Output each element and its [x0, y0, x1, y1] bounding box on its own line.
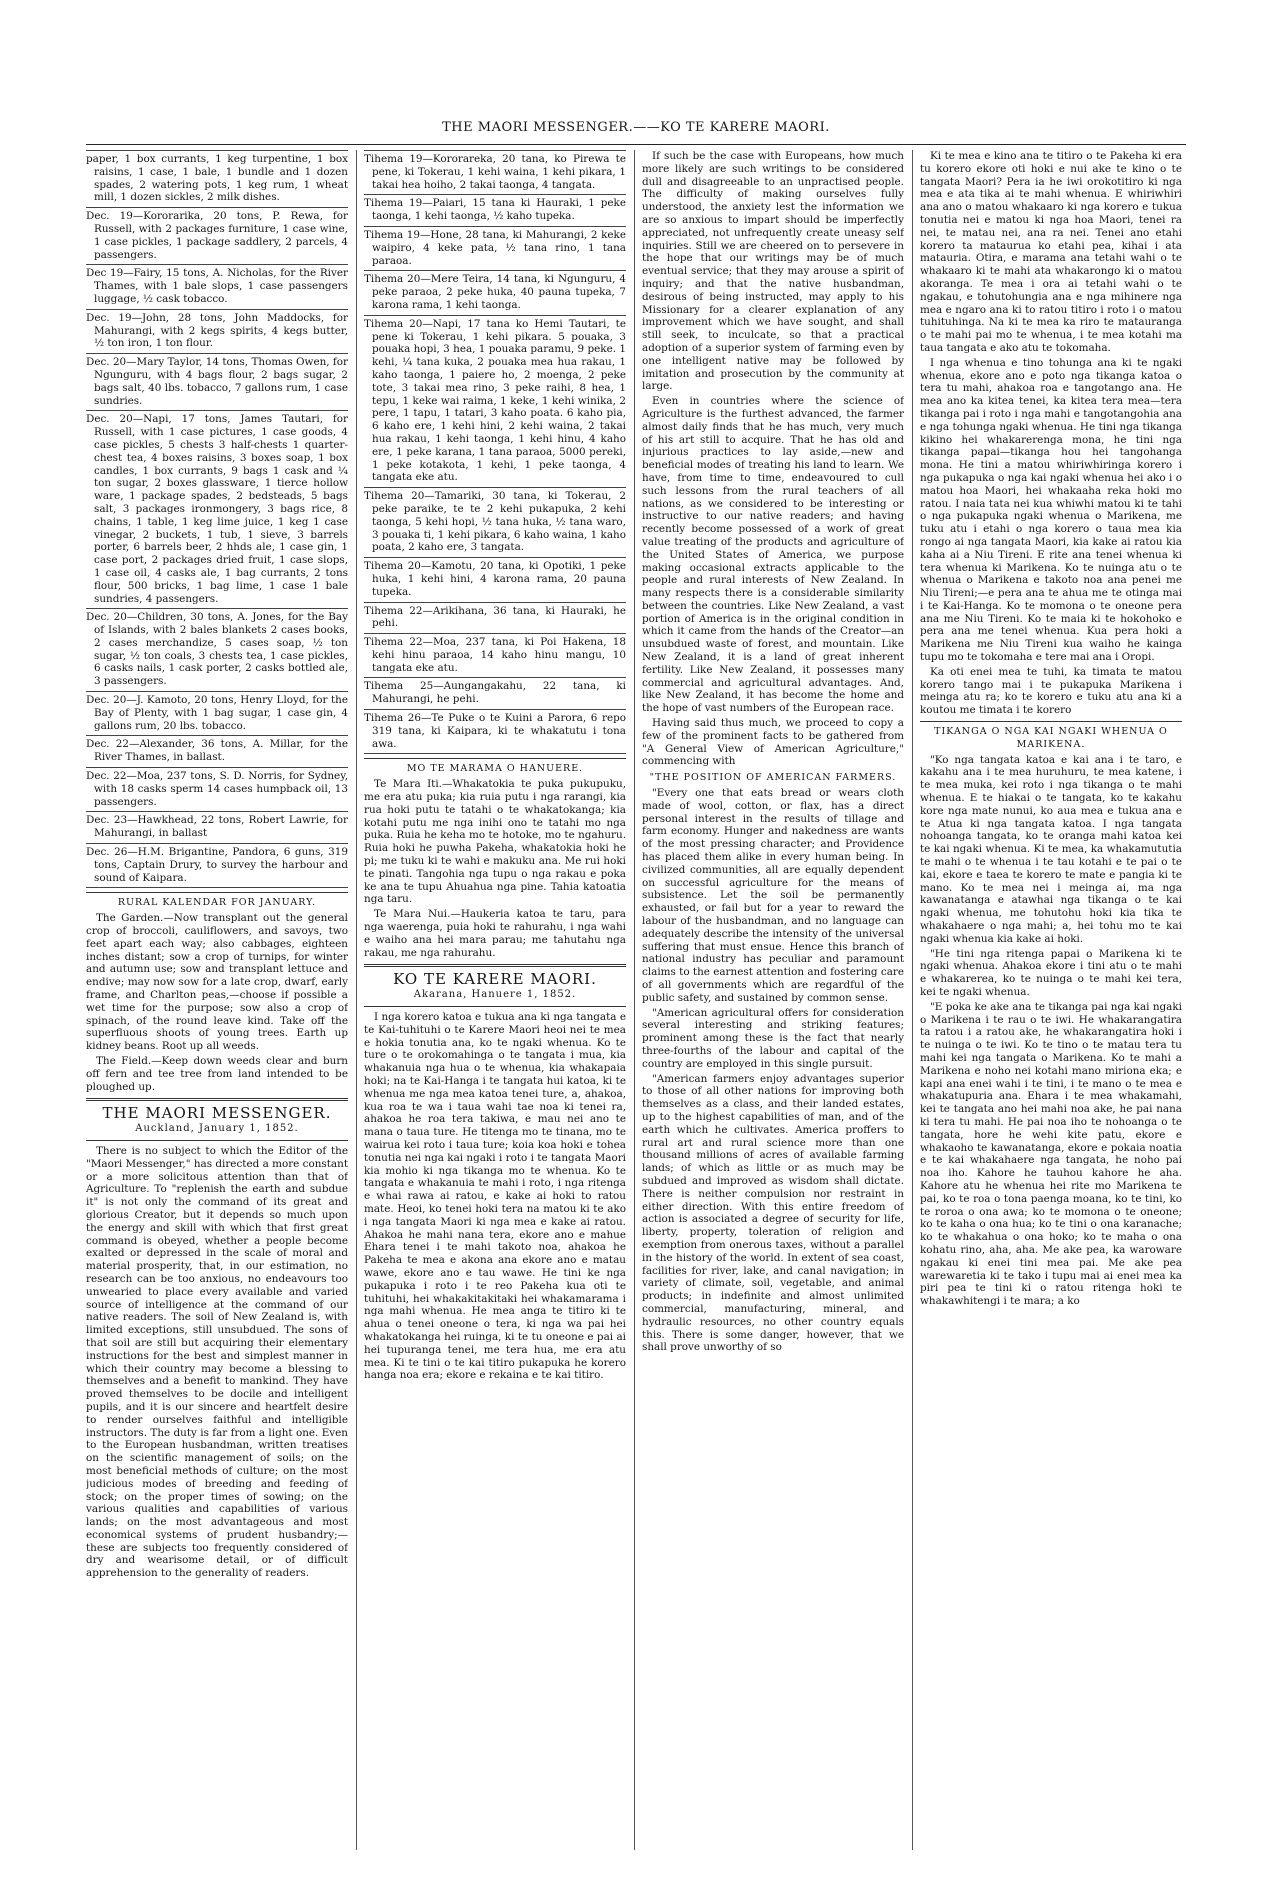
shipping-entry: Dec. 22—Moa, 237 tons, S. D. Norris, for Sydney, with 18 casks sperm 14 cases humpback oil, 13 passengers. — [86, 768, 348, 812]
maori-quote-paragraph: "E poka ke ake ana te tikanga pai nga kai ngaki o Marikena i te rau o te iwi. He whakarangatira ta ratou i a ratou ake, he whakarangatira hoki i te nuinga o te iwi. Ko te tino o te matau tera tu mahi kei nga tangata o Marikena. Ko te mahi a Marikena e noho nei kotahi mano miriona eka; e kapi ana enei wahi i te tini, i te mano o te mea e whakatupuria ana. Ehara i te mea whakamahi, kei te tangata ano hei mahi noa ake, he pai nana ki tera tu mahi. He pai noa iho te nohoanga o te tangata, hore he wehi kite patu, ekore e whakaoho te kawanatanga, ekore e pokaia noatia e te kai whakahaere nga tangata, he noho pai noa iho. Kahore he tauhou kahore he aha. Kahore atu he whenua hei rite mo Marikena te pai, ko te roa o tona paenga moana, ko te tini, ko te roroa o ona awa; ko te momona o te oneone; ko te kaha o ona hua; ko te tini o ona karanache; ko te whakahua o ona hoko; ko te maha o ona kohatu rino, aha, aha. Me ake pea, ka waroware ngakau ki enei tini mea pai. Me ake pea warewaretia ki te tako i tupu mai ai enei mea ka piri pea te tini ki o ratou ritenga hoki te whakawhitengi i te mara; a ko — [920, 1000, 1182, 1308]
quote-paragraph: "American agricultural offers for consideration several interesting and striking features; prominent among these is the fact that nearly three-fourths of the labour and capital of the country are employed in this single pursuit. — [642, 1006, 904, 1070]
header-rule — [86, 144, 1186, 145]
shipping-entry: paper, 1 box currants, 1 keg turpentine, 1 box raisins, 1 case, 1 bale, 1 bundle and 1 dozen spades, 2 watering pots, 1 keg rum, 1 wheat mill, 1 dozen sickles, 2 milk dishes. — [86, 150, 348, 208]
mara-iti-paragraph: Te Mara Iti.—Whakatokia te puka pukupuku, me era atu puka; kia ruia putu i nga rarangi, kia rua hoki putu te tatahi o te whakatokanga; kia kotahi putu me nga inihi ono te tatahi mo nga puka. Ruia he keha mo te hotoke, mo te ngahuru. Ruia hoki he puwha Pakeha, whakatokia hoki he pi; me tuku ki te wahi e makuku ana. Me rui hoki te pinati. Tangohia nga tupu o nga rakau e poka ke ana te tupu Ahuahua nga pine. Tahia katoatia nga taru. — [364, 778, 626, 906]
divider — [920, 721, 1182, 722]
shipping-entry-maori: Tihema 25—Aungangakahu, 22 tana, ki Mahurangi, he pehi. — [364, 678, 626, 710]
divider — [86, 1098, 348, 1101]
maori-paragraph: Ki te mea e kino ana te titiro o te Pakeha ki era tu korero ekore oti hoki e nui ake te kino o te tangata Maori? Pera ia he iwi orokotitiro ki nga mea e ata tika ai te mahi whenua. E whiriwhiri ana ano o matou whakaaro ki nga korero e tukua tonutia nei e matou ki nga hoa Maori, tenei ra nei, te matau nei, ana ra nei. Tenei ano etahi korero ta mataurua ko etahi pea, kihai i ata matauria. Otira, e marama ana tetahi wahi o te whakaaro ki te mahi ata whakarongo ki o matou akoranga. Te mea i ora ai tetahi wahi o te ngakau, e tohutohungia ana e nga mihinere nga mea e ngaro ana ki to ratou titiro i roto i o matou tuhituhinga. Na ki te mea ka riro te matauranga o te mahi pai mo te whenua, i te mea kotahi ma taua tangata e ako atu te tokomaha. — [920, 150, 1182, 354]
column-1 — [86, 150, 348, 1850]
shipping-entry: Dec. 22—Alexander, 36 tons, A. Millar, for the River Thames, in ballast. — [86, 736, 348, 768]
editorial-paragraph: There is no subject to which the Editor of the "Maori Messenger," has directed a more constant or a more solicitous attention than that of Agriculture. To "replenish the earth and subdue it" is not only the command of its great and glorious Creator, but it depends so much upon the energy and skill with which that first great command is obeyed, whether a people become exalted or depressed in the scale of moral and material prosperity, that, in our estimation, no research can be too anxious, no endeavours too unwearied to place every available and varied source of intelligence at the command of our native readers. The soil of New Zealand is, with limited exceptions, still unsubdued. The sons of that soil are still but acquiring their elementary instructions for the best and simplest manner in which their country may become a blessing to themselves and a benefit to mankind. They have proved themselves to be docile and intelligent pupils, and it is our sincere and heartfelt desire to render ourselves faithful and intelligible instructors. The duty is far from a light one. Even to the European husbandman, written treatises on the scientific management of soils; on the most beneficial methods of culture; on the most judicious modes of breeding and feeding of stock; on the proper times of sowing; on the various qualities and capabilities of various lands; on the most advantageous and most economical systems of prudent husbandry;—these are subjects too frequently considered of dry and wearisome detail, or of difficult apprehension to the generality of readers. — [86, 1144, 348, 1580]
mara-nui-paragraph: Te Mara Nui.—Haukeria katoa te taru, para nga waerenga, puia hoki te rahurahu, i nga wahi e waiho ana hei mara parau; me tahutahu nga rakau, me nga rahurahu. — [364, 908, 626, 959]
column-rule — [634, 150, 635, 1850]
shipping-entry-maori: Tihema 20—Napi, 17 tana ko Hemi Tautari, te pene ki Tokerau, 1 kehi pikara. 5 pouaka, 3 pouaka hopi, 3 hea, 1 pouaka paramu, 9 peke. 1 kehi, ¼ tana kuka, 2 pouaka mea hua rakau, 1 kaho taonga, 1 paiere ho, 2 moenga, 2 peke tote, 3 takai mea rino, 3 peke raihi, 8 hea, 1 tepu, 1 keke wai raima, 1 keke, 1 kehi winika, 2 pere, 1 tapu, 1 tatari, 3 kaho poata. 6 kaho pia, 6 kaho ere, 1 kehi hini, 2 kehi waina, 2 takai hua rakau, 1 kehi taonga, 1 kehi hinu, 4 kaho ere, 1 peke karana, 1 tana paraoa, 5000 pereki, 1 peke kotakota, 1 kehi, 1 peke taonga, 4 tangata eke atu. — [364, 316, 626, 488]
quote-paragraph: "Every one that eats bread or wears cloth made of wool, cotton, or flax, has a direct personal interest in the results of tillage and farm economy. Hunger and nakedness are wants of the most pressing character; and Providence has placed them alike in every human being. In civilized communities, all are equally dependent on successful agriculture for the means of subsistence. Let the soil be permanently exhausted, or fail but for a year to reward the labour of the husbandman, and no language can adequately describe the intensity of the universal suffering that must ensue. Hence this branch of national industry has peculiar and paramount claims to the earnest attention and fostering care of all governments which are regardful of the public safety, and sustained by common sense. — [642, 787, 904, 1004]
maori-quote-paragraph: "Ko nga tangata katoa e kai ana i te taro, e kakahu ana i te mea huruhuru, te mea katene, i te mea muka, kei roto i nga tikanga o te mahi whenua. E te hiakai o te tangata, ko te kakahu kore nga mate nunui, ko aua mea e tukua ana e te Atua ki nga tangata katoa. I nga tangata nohoanga tangata, ko te oranga mahi katoa kei te kai ngaki whenua. Ki te mea, ka whakamututia te mahi o te whenua i te tau kotahi e te pai o te kai, ekore e taea te korero te mate e pangia ki te mano. Ko te mea nei i meinga ai, ma nga kawanatanga e atawhai nga tikanga o te kai ngaki whenua, me tohutohu hoki kia tika te whakahaere o nga mahi; a, hei tohu mo te kai ngaki whenua kia kake ai hoki. — [920, 753, 1182, 945]
shipping-entry-maori: Tihema 26—Te Puke o te Kuini a Parora, 6 repo 319 tana, ki Kaipara, ki te whakatutu i tona awa. — [364, 710, 626, 754]
dateline-maori: Akarana, Hanuere 1, 1852. — [413, 989, 577, 1001]
shipping-entry: Dec. 19—John, 28 tons, John Maddocks, for Mahurangi, with 2 kegs spirits, 4 kegs butter, ½ ton iron, 1 ton flour. — [86, 310, 348, 354]
divider — [364, 758, 626, 759]
shipping-entry-maori: Tihema 20—Kamotu, 20 tana, ki Opotiki, 1 peke huka, 1 kehi hini, 4 karona rama, 20 pauna tupeka. — [364, 558, 626, 602]
divider — [364, 1006, 626, 1007]
marama-title: MO TE MARAMA O HANUERE. — [406, 763, 584, 775]
shipping-entry-maori: Tihema 19—Hone, 28 tana, ki Mahurangi, 2 keke waipiro, 4 keke pata, ½ tana rino, 1 tana paraoa. — [364, 227, 626, 271]
tikanga-title: TIKANGA O NGA KAI NGAKI WHENUA O MARIKENA. — [934, 726, 1168, 750]
masthead-english: THE MAORI MESSENGER. — [102, 1104, 332, 1123]
shipping-entry: Dec. 20—Mary Taylor, 14 tons, Thomas Owen, for Ngunguru, with 4 bags flour, 2 bags sugar, 2 bags salt, 40 lbs. tobacco, 7 gallons rum, 1 case sundries. — [86, 354, 348, 411]
column-rule — [912, 150, 913, 1850]
column-rule — [356, 150, 357, 1850]
column-4 — [920, 150, 1182, 1850]
shipping-entry: Dec. 26—H.M. Brigantine, Pandora, 6 guns, 319 tons, Captain Drury, to survey the harbour and sound of Kaipara. — [86, 844, 348, 888]
quote-paragraph: "American farmers enjoy advantages superior to those of all other nations for improving both themselves as a class, and their landed estates, up to the highest capabilities of man, and of the earth which he cultivates. America proffers to rural art and rural science more than one thousand millions of acres of available farming lands; of which as little or as much may be subdued and improved as wisdom shall dictate. There is neither compulsion nor restraint in either direction. With this entire freedom of action is associated a degree of security for life, liberty, property, toleration of religion and exemption from onerous taxes, without a parallel in the history of the world. In extent of sea coast, facilities for river, lake, and canal navigation; in variety of climate, soil, vegetable, and animal products; in indefinite and almost unlimited commercial, manufacturing, mineral, and hydraulic resources, no other country equals this. There is some danger, however, that we shall prove unworthy of so — [642, 1072, 904, 1354]
dateline-english: Auckland, January 1, 1852. — [135, 1123, 299, 1135]
garden-paragraph: The Garden.—Now transplant out the general crop of broccoli, cauliflowers, and savoys, two feet apart each way; also cabbages, eighteen inches distant; sow a crop of turnips, for winter and autumn use; sow and transplant lettuce and endive; may now sow for a late crop, dwarf, early frame, and Charlton peas,—choose if possible a wet time for the purpose; sow also a crop of spinach, of the round leave kind. Take off the superfluous shoots of young trees. Earth up kidney beans. Root up all weeds. — [86, 912, 348, 1053]
position-title: "THE POSITION OF AMERICAN FARMERS. — [649, 772, 897, 784]
newspaper-page — [86, 120, 1186, 1860]
shipping-entry: Dec. 20—Napi, 17 tons, James Tautari, for Russell, with 1 case pictures, 1 case goods, 4 case pickles, 5 chests 3 half-chests 1 quarter-chest tea, 4 boxes raisins, 3 boxes soap, 1 box candles, 1 box currants, 9 bags 1 cask and ¼ ton sugar, 2 boxes glassware, 1 tierce hollow ware, 1 package spades, 2 bedsteads, 5 bags salt, 3 packages ironmongery, 3 bags rice, 8 chains, 1 table, 1 keg lime juice, 1 keg 1 case vinegar, 2 buckets, 1 tub, 1 sieve, 3 barrels porter, 6 barrels beer, 2 hhds ale, 1 case gin, 1 case port, 2 packages dried fruit, 1 case slops, 1 case oil, 4 casks ale, 1 bag currants, 2 tons flour, 500 bricks, 1 bag lime, 1 case 1 bale sundries, 4 passengers. — [86, 411, 348, 609]
running-head: THE MAORI MESSENGER.——KO TE KARERE MAORI. — [442, 120, 830, 135]
maori-paragraph: Ka oti enei mea te tuhi, ka timata te matou korero tango mai i te pukapuka Marikena i meinga atu ra; ko te korero e tuku atu ana ki a koutou me timata i te korero — [920, 665, 1182, 717]
maori-quote-paragraph: "He tini nga ritenga papai o Marikena ki te ngaki whenua. Ahakoa ekore i tini atu o te mahi e whakarerea, ko te nuinga o te mahi kei tera, kei te ngaki whenua. — [920, 947, 1182, 998]
editorial-paragraph-maori: I nga korero katoa e tukua ana ki nga tangata e te Kai-tuhituhi o te Karere Maori heoi nei te mea e hokia tonutia ana, ko te ngaki whenua. Ko te ture o te orokomahinga o te tangata i mua, kia whakanuia nga hua o te whenua, kia whakapaia hoki; na te Kai-Hanga i te tangata hui katoa, ki te whenua me nga mea katoa tenei ture, a, ahakoa, kua roa te wa i taua wahi tae noa ki tenei ra, ahakoa he roa tera takiwa, e mau nei ano te mana o taua ture. He titenga mo te tinana, mo te wairua kei roto i taua ture; koia koa hoki e tohea tonutia nei nga kai ngaki i roto i te tangata Maori kia mohio ki nga tikanga mo te whenua. Ko te tangata e whakanuia te mahi i roto, i nga ritenga e whai rawa ai ratou, e kake ai hoki to ratou mate. Heoi, ko tenei hoki tera na matou ki te ako i nga tangata Maori ki nga mea e kake ai ratou. Ahakoa he mahi nana tera, ekore ano e mahue Ehara tenei i te mahi takoto noa, ahakoa he Pakeha te mea e akona ana ekore ano e matau wawe, ekore ano e tau wawe. He tini ke nga pukapuka i roto i te reo Pakeha kua oti te tuhituhi, hei whakakitakitaki hei whakamarama i nga mahi whenua. He mea anga te titiro ki te ahua o tenei oneone o tera, ki nga wa pai hei whakatokanga hei ruinga, ki te tu oneone e pai ai hei tupuranga tenei, me tera hua, me era atu mea. Ki te tini o te kai titiro pukapuka he korero hanga noa era; ekore e rekaina e te kai titiro. — [364, 1011, 626, 1382]
shipping-entry: Dec. 23—Hawkhead, 22 tons, Robert Lawrie, for Mahurangi, in ballast — [86, 812, 348, 844]
masthead-maori: KO TE KARERE MAORI. — [393, 970, 597, 989]
shipping-entry-maori: Tihema 19—Kororareka, 20 tana, ko Pirewa te pene, ki Tokerau, 1 kehi waina, 1 kehi pikara, 1 takai hea hoiho, 2 takai taonga, 4 tangata. — [364, 150, 626, 195]
maori-paragraph: I nga whenua e tino tohunga ana ki te ngaki whenua, ekore ano e poto nga tikanga katoa o tera tu mahi, ahakoa roa e tangotango ana. He mea ano ka kitea tenei, ka kitea tera mea—tera tikanga pai i roto i nga mahi e tangotangohia ana e nga tohunga ngaki whenua. He tini nga tikanga kikino hei whakarerenga mona, he tini nga tikanga papai—tikanga hou hei tangohanga mona. He tini a matou whiriwhiringa korero i nga pukapuka o nga kai ngaki whenua hei ako i o matou hoa Maori, hei whakaaha reka hoki mo ratou. I naia tata nei kua whiwhi matou ki te tahi o nga pukapuka ngaki whenua o Marikena, me tuku atu i etahi o nga korero o taua mea kia rongo ai nga tangata Maori, kia kake ai ratou kia kaha ai a Niu Tireni. E rite ana tenei whenua ki tera whenua ki Marikena. Ko te nuinga atu o te whenua o Marikena e takoto noa ana penei me Niu Tireni;—e pera ana te ahua me te otinga mai i te Kai-Hanga. Ko te momona o te oneone pera ana me Niu Tireni. Ko te maia ki te hokohoko e pera ana me tenei whenua. Kua pera hoki a Marikena me Niu Tireni kua waiho he kainga tupu mo te tokomaha e tere mai ana i Oropi. — [920, 356, 1182, 664]
shipping-entry: Dec. 20—J. Kamoto, 20 tons, Henry Lloyd, for the Bay of Plenty, with 1 bag sugar, 1 case gin, 4 gallons rum, 20 lbs. tobacco. — [86, 692, 348, 736]
shipping-list-maori — [364, 150, 626, 754]
divider — [86, 892, 348, 893]
shipping-entry-maori: Tihema 22—Moa, 237 tana, ki Poi Hakena, 18 kehi hinu paraoa, 14 kaho hinu mangu, 10 tangata eke atu. — [364, 634, 626, 678]
editorial-paragraph: Even in countries where the science of Agriculture is the furthest advanced, the farmer almost daily finds that he has much, very much of his art still to acquire. That he has old and injurious practices to lay aside,—new and beneficial modes of treating his land to learn. We have, from time to time, endeavoured to cull such lessons from the rural teachers of all nations, as we considered to be interesting or instructive to our native readers; and having recently become possessed of a work of great value treating of the products and agriculture of the United States of America, we purpose making occasional extracts applicable to the people and rural interests of New Zealand. In many respects there is a considerable similarity between the countries. Like New Zealand, a vast portion of America is in the original condition in which it came from the hands of the Creator—an unsubdued waste of forest, and mountain. Like New Zealand, it is a land of great inherent fertility. Like New Zealand, it possesses many commercial and agricultural advantages. And, like New Zealand, it has become the home and the hope of vast numbers of the European race. — [642, 395, 904, 715]
shipping-entry-maori: Tihema 20—Mere Teira, 14 tana, ki Ngunguru, 4 peke paraoa, 2 peke huka, 40 pauna tupeka, 7 karona rama, 1 kehi taonga. — [364, 271, 626, 315]
shipping-entry: Dec 19—Fairy, 15 tons, A. Nicholas, for the River Thames, with 1 bale slops, 1 case passengers luggage, ½ cask tobacco. — [86, 265, 348, 309]
column-2 — [364, 150, 626, 1850]
field-paragraph: The Field.—Keep down weeds clear and burn off fern and tee tree from land intended to be ploughed up. — [86, 1055, 348, 1093]
editorial-paragraph: If such be the case with Europeans, how much more likely are such writings to be considered dull and disagreeable to an unpractised people. The difficulty of making ourselves fully understood, the anxiety lest the information we are so anxious to impart should be imperfectly appreciated, not unfrequently create uneasy self inquiries. Still we are cheered on to persevere in the hope that our writings may be of much eventual service; that they may arouse a spirit of inquiry; and that the native husbandman, desirous of being instructed, may apply to his Missionary for a clearer explanation of any improvement which we have sought, and shall still seek, to inculcate, so that a practical adoption of a superior system of farming even by one intelligent native may be followed by imitation and prosecution by the community at large. — [642, 150, 904, 393]
shipping-entry-maori: Tihema 20—Tamariki, 30 tana, ki Tokerau, 2 peke paraike, te te 2 kehi pukapuka, 2 kehi taonga, 5 kehi hopi, ½ tana huka, ½ tana waro, 3 pouaka ti, 1 kehi pikara, 6 kaho waina, 1 kaho poata, 2 kaho ere, 3 tangata. — [364, 488, 626, 558]
shipping-list-english — [86, 150, 348, 888]
divider — [364, 964, 626, 967]
column-3 — [642, 150, 904, 1850]
rural-kalendar-title: RURAL KALENDAR FOR JANUARY. — [117, 897, 317, 909]
shipping-entry-maori: Tihema 19—Paiari, 15 tana ki Hauraki, 1 peke taonga, 1 kehi taonga, ½ kaho tupeka. — [364, 195, 626, 227]
divider — [86, 1140, 348, 1141]
shipping-entry: Dec. 19—Kororarika, 20 tons, P. Rewa, for Russell, with 2 packages furniture, 1 case wine, 1 case pickles, 1 package saddlery, 2 parcels, 4 passengers. — [86, 208, 348, 265]
shipping-entry-maori: Tihema 22—Arikihana, 36 tana, ki Hauraki, he pehi. — [364, 603, 626, 635]
editorial-paragraph: Having said thus much, we proceed to copy a few of the prominent facts to be gathered from "A General View of American Agriculture," commencing with — [642, 717, 904, 768]
shipping-entry: Dec. 20—Children, 30 tons, A. Jones, for the Bay of Islands, with 2 bales blankets 2 cases books, 2 cases merchandize, 5 cases soap, ½ ton sugar, ½ ton coals, 3 chests tea, 1 case pickles, 6 casks nails, 1 cask porter, 2 casks bottled ale, 3 passengers. — [86, 609, 348, 692]
